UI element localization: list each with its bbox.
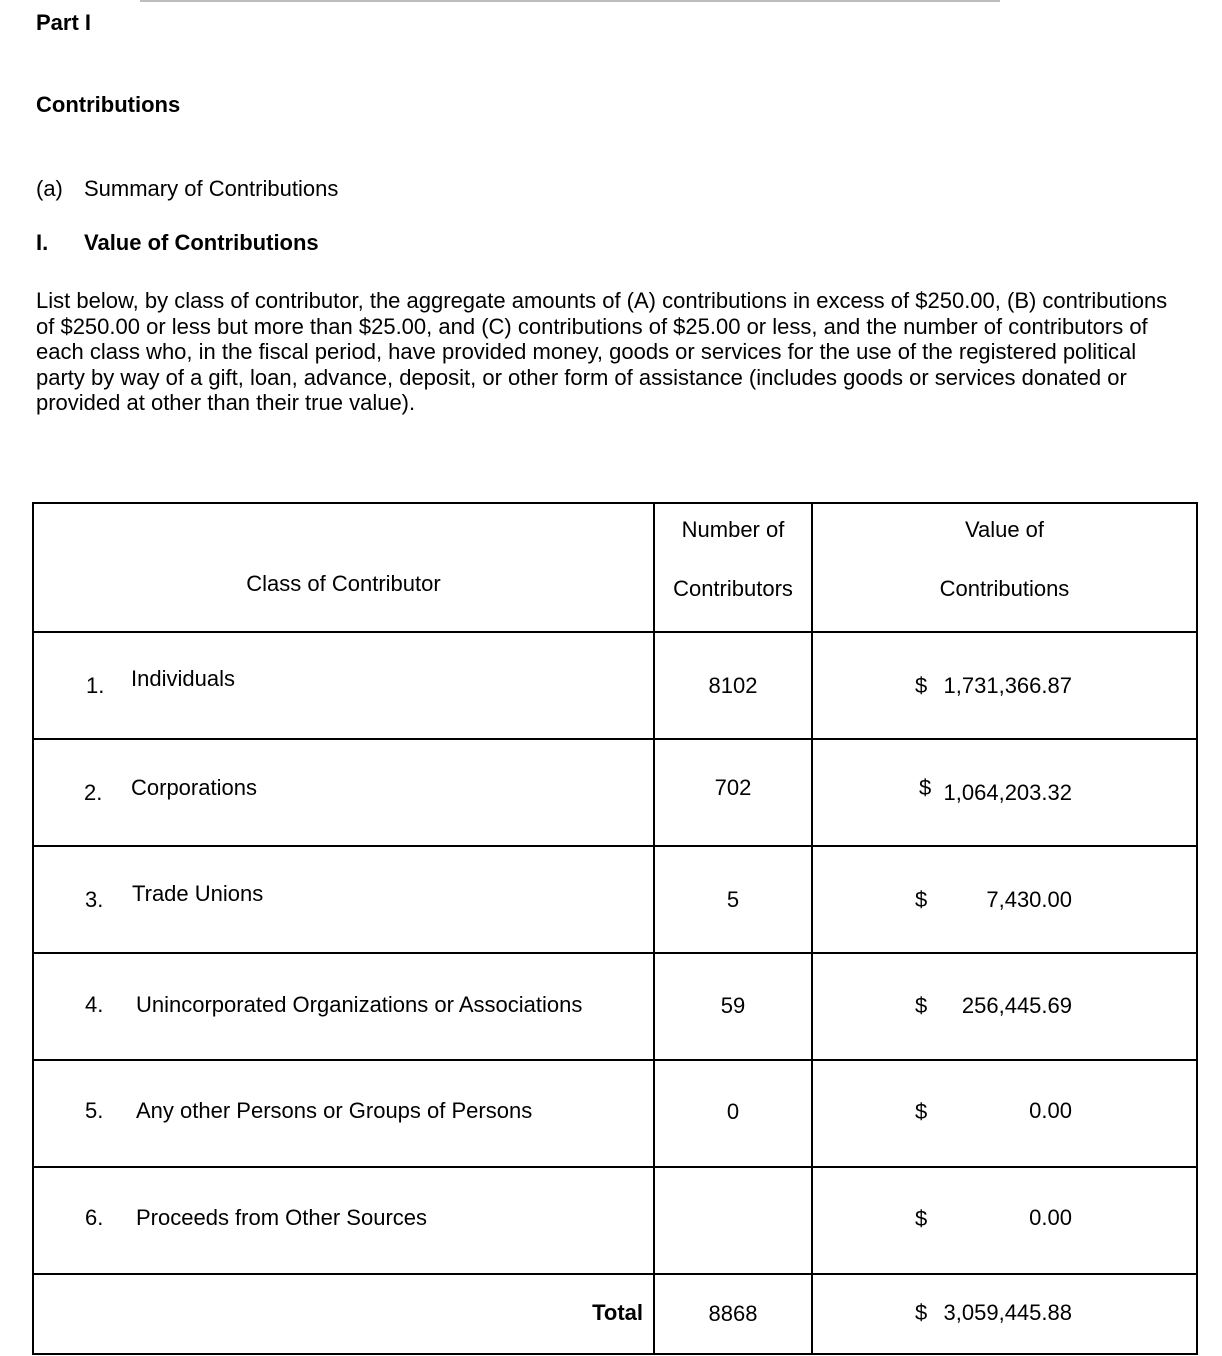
row-amount: 1,731,366.87 (943, 673, 1072, 698)
table-row (33, 953, 1197, 1060)
row-currency: $ (919, 775, 932, 800)
row-count: 5 (726, 887, 740, 912)
header-value-line1: Value of (964, 517, 1045, 542)
row-count: 59 (720, 993, 746, 1018)
contributions-table (32, 502, 1198, 1355)
row-amount: 0.00 (1029, 1205, 1072, 1230)
row-count: 8102 (708, 673, 758, 698)
row-number: 1. (86, 673, 105, 698)
row-amount: 0.00 (1029, 1098, 1072, 1123)
row-label: Unincorporated Organizations or Associations (136, 992, 583, 1017)
table-total-row (33, 1274, 1197, 1354)
row-label: Individuals (131, 666, 235, 691)
row-currency: $ (915, 673, 928, 698)
header-number-line2: Contributors (673, 576, 793, 601)
header-value-line2: Contributions (939, 576, 1070, 601)
table-row (33, 739, 1197, 846)
total-currency: $ (915, 1300, 928, 1325)
row-number: 3. (85, 887, 104, 912)
row-number: 6. (85, 1205, 104, 1230)
row-label: Corporations (131, 775, 257, 800)
row-label: Proceeds from Other Sources (136, 1205, 428, 1230)
total-label: Total (592, 1300, 643, 1325)
row-currency: $ (915, 993, 928, 1018)
item-title: Value of Contributions (84, 230, 319, 255)
table-row (33, 632, 1197, 739)
row-number: 4. (85, 992, 104, 1017)
part-label: Part I (36, 10, 92, 35)
instructions-paragraph: List below, by class of contributor, the aggregate amounts of (A) contributions in excess of $250.00, (B) contributions of $250.00 or less but more than $25.00, and (C) contributions of $25.00 or less, and the number of contributors of each class who, in the fiscal period, have provided money, goods or services for the use of the registered political party by way of a gift, loan, advance, deposit, or other form of assistance (includes goods or services donated or provided at other than their true value). (36, 288, 1168, 415)
total-amount: 3,059,445.88 (943, 1300, 1072, 1325)
item-marker: I. (36, 230, 49, 255)
row-number: 2. (84, 780, 103, 805)
row-currency: $ (915, 1206, 928, 1231)
subsection-label: Summary of Contributions (84, 176, 339, 201)
subsection-marker: (a) (36, 176, 63, 201)
total-count: 8868 (708, 1301, 758, 1326)
row-amount: 1,064,203.32 (943, 780, 1072, 805)
table-row (33, 1167, 1197, 1274)
row-amount: 256,445.69 (961, 993, 1072, 1018)
row-currency: $ (915, 1099, 928, 1124)
row-amount: 7,430.00 (986, 887, 1072, 912)
row-count: 702 (714, 775, 752, 800)
table-row (33, 1060, 1197, 1167)
table-header-row (33, 503, 1197, 632)
row-count: 0 (726, 1099, 740, 1124)
section-title: Contributions (36, 92, 181, 117)
header-number-line1: Number of (681, 517, 785, 542)
header-class-of-contributor: Class of Contributor (246, 571, 441, 596)
header-number-cell (654, 503, 812, 632)
row-label: Any other Persons or Groups of Persons (136, 1098, 533, 1123)
top-rule (140, 0, 1000, 2)
row-label: Trade Unions (132, 881, 264, 906)
header-class-cell (33, 503, 654, 632)
row-currency: $ (915, 887, 928, 912)
header-value-cell (812, 503, 1197, 632)
table-row (33, 846, 1197, 953)
row-number: 5. (85, 1098, 104, 1123)
